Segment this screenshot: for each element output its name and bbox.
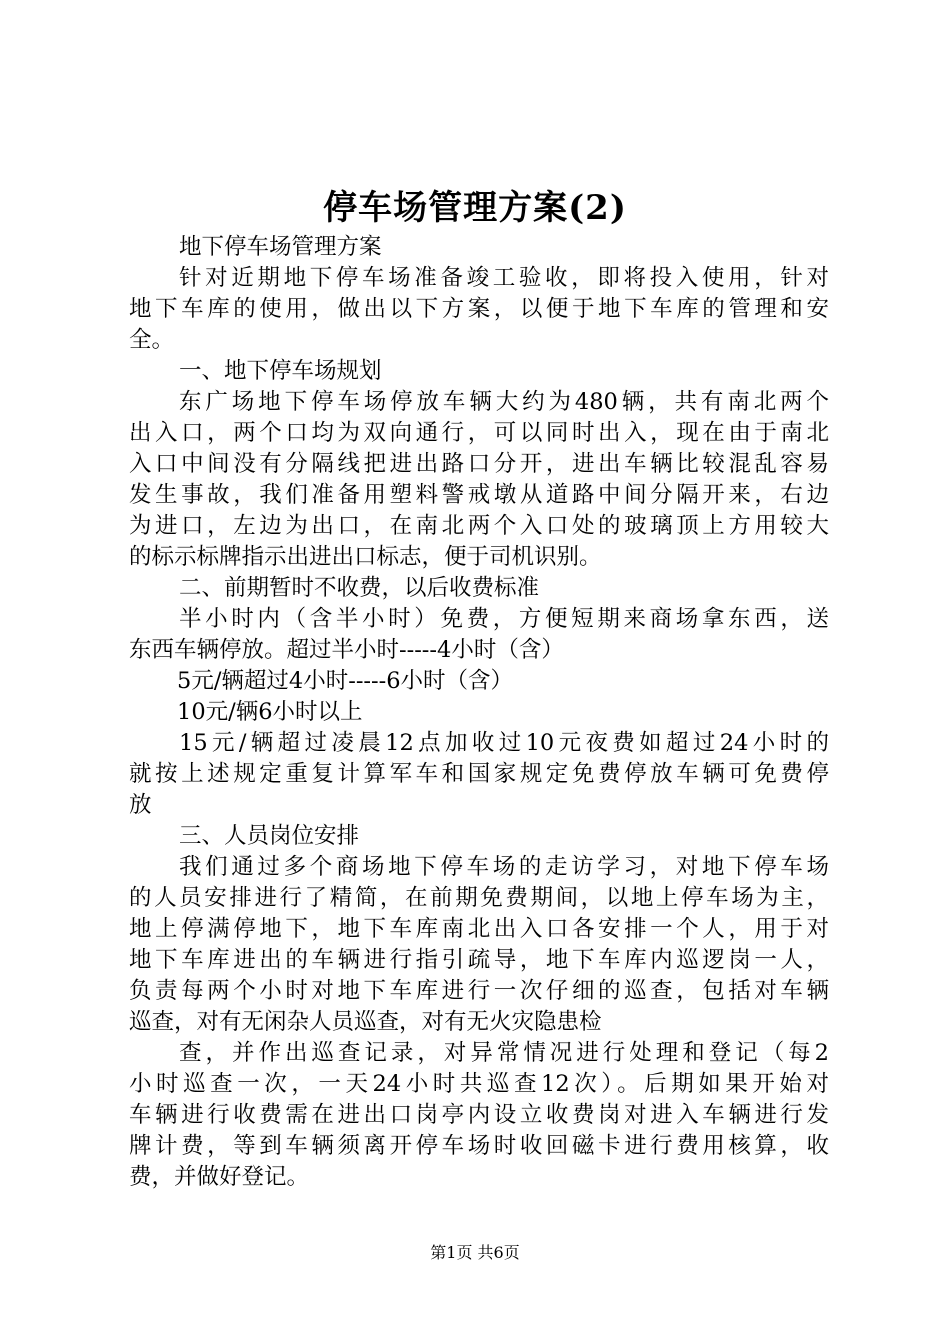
- paragraph-line: 车辆进行收费需在进出口岗亭内设立收费岗对进入车辆进行发: [129, 1102, 829, 1128]
- paragraph-line: 发生事故，我们准备用塑料警戒墩从道路中间分隔开来，右边: [129, 482, 829, 508]
- paragraph-line: 查，并作出巡查记录，对异常情况进行处理和登记（每2: [179, 1040, 829, 1066]
- paragraph-line: 地上停满停地下，地下车库南北出入口各安排一个人，用于对: [129, 916, 829, 942]
- paragraph-line: 的人员安排进行了精简，在前期免费期间，以地上停车场为主，: [129, 885, 829, 911]
- section-heading: 二、前期暂时不收费，以后收费标准: [179, 575, 540, 601]
- subtitle-line: 地下停车场管理方案: [179, 234, 382, 260]
- paragraph-line: 的标示标牌指示出进出口标志，便于司机识别。: [129, 544, 602, 570]
- paragraph-line: 半小时内（含半小时）免费，方便短期来商场拿东西，送: [179, 606, 829, 632]
- paragraph-line: 就按上述规定重复计算军车和国家规定免费停放车辆可免费停: [129, 761, 829, 787]
- document-body: [129, 232, 829, 1193]
- section-heading: 三、人员岗位安排: [179, 823, 360, 849]
- fee-line: 10元/辆6小时以上: [177, 699, 363, 725]
- page-number-footer: 第1页 共6页: [430, 1243, 520, 1262]
- fee-line: 5元/辆超过4小时-----6小时（含）: [177, 668, 514, 694]
- paragraph-line: 地下车库的使用，做出以下方案，以便于地下车库的管理和安: [129, 296, 829, 322]
- paragraph-line: 为进口，左边为出口，在南北两个入口处的玻璃顶上方用较大: [129, 513, 829, 539]
- paragraph-line: 巡查，对有无闲杂人员巡查，对有无火灾隐患检: [129, 1009, 602, 1035]
- paragraph-line: 费，并做好登记。: [129, 1164, 310, 1190]
- paragraph-line: 地下车库进出的车辆进行指引疏导，地下车库内巡逻岗一人，: [129, 947, 829, 973]
- section-heading: 一、地下停车场规划: [179, 358, 382, 384]
- document-title: 停车场管理方案(2): [323, 188, 627, 228]
- paragraph-line: 牌计费，等到车辆须离开停车场时收回磁卡进行费用核算，收: [129, 1133, 829, 1159]
- paragraph-line: 东西车辆停放。超过半小时-----4小时（含）: [129, 637, 564, 663]
- paragraph-line: 东广场地下停车场停放车辆大约为480辆，共有南北两个: [179, 389, 829, 415]
- paragraph-line: 15元/辆超过凌晨12点加收过10元夜费如超过24小时的: [179, 730, 829, 756]
- paragraph-line: 出入口，两个口均为双向通行，可以同时出入，现在由于南北: [129, 420, 829, 446]
- paragraph-line: 全。: [129, 327, 175, 353]
- paragraph-line: 入口中间没有分隔线把进出路口分开，进出车辆比较混乱容易: [129, 451, 829, 477]
- paragraph-line: 放: [129, 792, 152, 818]
- paragraph-line: 负责每两个小时对地下车库进行一次仔细的巡查，包括对车辆: [129, 978, 829, 1004]
- paragraph-line: 针对近期地下停车场准备竣工验收，即将投入使用，针对: [179, 265, 829, 291]
- paragraph-line: 我们通过多个商场地下停车场的走访学习，对地下停车场: [179, 854, 829, 880]
- paragraph-line: 小时巡查一次，一天24小时共巡查12次）。后期如果开始对: [129, 1071, 829, 1097]
